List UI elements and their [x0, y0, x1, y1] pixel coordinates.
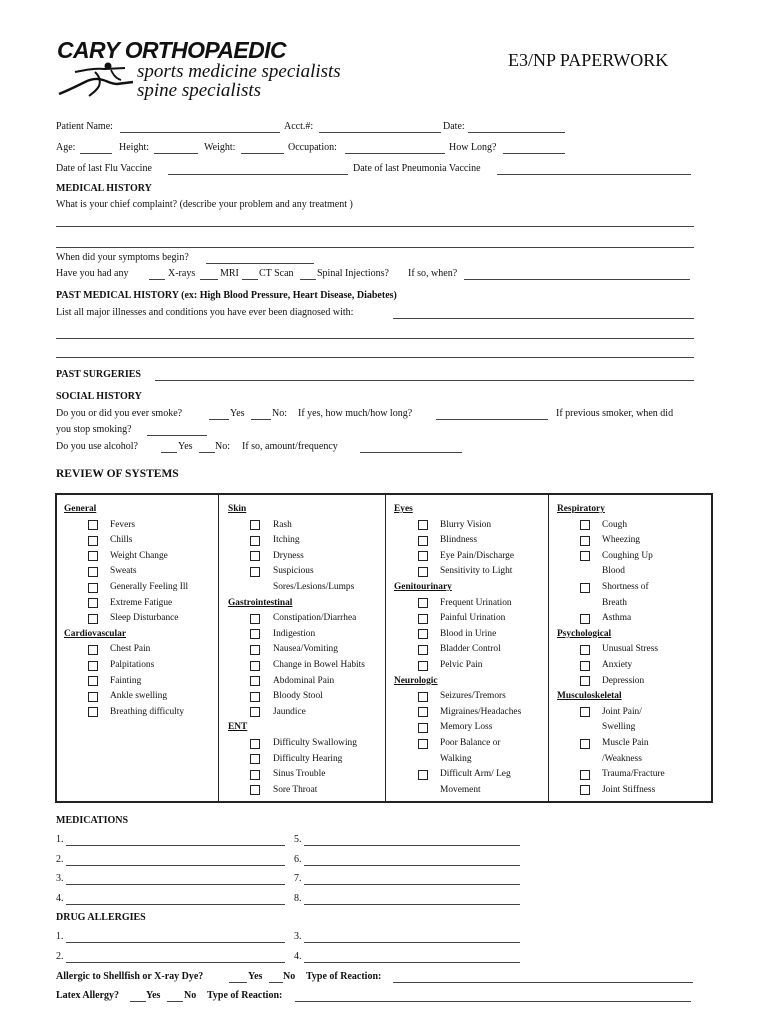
ros-gi-checkbox-2[interactable]: [250, 645, 260, 655]
chief-complaint-label: What is your chief complaint? (describe your problem and any treatment ): [56, 199, 353, 210]
latex-no-blank[interactable]: [167, 1001, 183, 1002]
ros-msk-label-0: Joint Pain/: [602, 706, 642, 717]
ros-skin-heading: Skin: [228, 504, 247, 514]
ros-neuro-label-6: Movement: [440, 784, 481, 795]
page-title: E3/NP PAPERWORK: [508, 50, 669, 70]
ros-gu-label-1: Painful Urination: [440, 613, 506, 624]
ros-resp-label-6: Asthma: [602, 613, 632, 624]
ros-ent-label-1: Difficulty Hearing: [273, 753, 343, 764]
ros-eyes-checkbox-0[interactable]: [418, 520, 428, 530]
medication-field-2[interactable]: [66, 865, 285, 866]
ros-skin-label-2: Dryness: [273, 550, 304, 561]
ros-resp-checkbox-1[interactable]: [580, 536, 590, 546]
ros-msk-checkbox-4[interactable]: [580, 770, 590, 780]
mri-blank[interactable]: [200, 279, 218, 280]
shellfish-no-label: No: [283, 971, 296, 982]
ros-gi-label-6: Jaundice: [273, 706, 306, 717]
ros-skin-checkbox-1[interactable]: [250, 536, 260, 546]
ros-msk-label-1: Swelling: [602, 722, 636, 733]
ros-skin-checkbox-2[interactable]: [250, 551, 260, 561]
ros-cardio-label-0: Chest Pain: [110, 644, 151, 655]
alcohol-yes-blank[interactable]: [161, 452, 177, 453]
if-so-when-field[interactable]: [464, 279, 690, 280]
how-long-label: How Long?: [449, 142, 497, 153]
ros-gu-checkbox-4[interactable]: [418, 661, 428, 671]
allergy-field-3[interactable]: [304, 942, 520, 943]
medication-number-6: 6.: [294, 853, 302, 865]
complaint-line-1[interactable]: [56, 226, 694, 227]
latex-reaction-label: Type of Reaction:: [207, 990, 283, 1001]
medication-field-3[interactable]: [66, 884, 285, 885]
ros-psych-label-2: Depression: [602, 675, 645, 686]
ros-eyes-checkbox-3[interactable]: [418, 567, 428, 577]
pneumonia-field[interactable]: [497, 174, 691, 175]
logo-subtitle-1: sports medicine specialists: [137, 61, 341, 82]
ros-eyes-checkbox-1[interactable]: [418, 536, 428, 546]
ros-gi-checkbox-5[interactable]: [250, 692, 260, 702]
had-any-label: Have you had any: [56, 268, 129, 279]
ros-gu-label-4: Pelvic Pain: [440, 660, 483, 670]
ros-gi-checkbox-0[interactable]: [250, 614, 260, 624]
ros-skin-checkbox-0[interactable]: [250, 520, 260, 530]
ros-eyes-label-1: Blindness: [440, 535, 477, 546]
medication-number-2: 2.: [56, 853, 64, 865]
date-label: Date:: [443, 121, 465, 132]
ros-gi-checkbox-3[interactable]: [250, 661, 260, 671]
ros-msk-label-4: Trauma/Fracture: [602, 769, 665, 780]
if-so-when-label: If so, when?: [408, 268, 458, 279]
ros-gu-heading: Genitourinary: [394, 582, 452, 592]
ros-eyes-heading: Eyes: [394, 504, 413, 514]
patient-name-label: Patient Name:: [56, 121, 113, 132]
ros-gi-heading: Gastrointestinal: [228, 597, 293, 608]
mri-label: MRI: [220, 268, 239, 279]
ros-eyes-label-2: Eye Pain/Discharge: [440, 550, 515, 561]
ros-cardio-checkbox-0[interactable]: [88, 645, 98, 655]
ros-resp-label-1: Wheezing: [602, 535, 640, 546]
ros-ent-checkbox-2[interactable]: [250, 770, 260, 780]
shellfish-reaction-label: Type of Reaction:: [306, 971, 382, 982]
latex-no-label: No: [184, 990, 197, 1001]
ros-heading: REVIEW OF SYSTEMS: [56, 468, 179, 480]
occupation-field[interactable]: [345, 153, 445, 154]
medication-number-7: 7.: [294, 873, 302, 884]
ros-msk-checkbox-5[interactable]: [580, 785, 590, 795]
ros-psych-heading: Psychological: [557, 628, 612, 639]
ros-general-checkbox-6[interactable]: [88, 614, 98, 624]
ros-ent-label-3: Sore Throat: [273, 784, 318, 795]
allergy-number-2: 2.: [56, 950, 64, 962]
ros-msk-label-3: /Weakness: [602, 753, 642, 764]
how-long-field[interactable]: [503, 153, 565, 154]
ros-resp-checkbox-6[interactable]: [580, 614, 590, 624]
medication-number-3: 3.: [56, 873, 64, 884]
ros-resp-label-4: Shortness of: [602, 582, 649, 592]
ros-psych-checkbox-0[interactable]: [580, 645, 590, 655]
ros-ent-label-2: Sinus Trouble: [273, 769, 326, 780]
shellfish-yes-label: Yes: [248, 971, 263, 982]
ros-cardio-checkbox-1[interactable]: [88, 661, 98, 671]
alcohol-no-blank[interactable]: [199, 452, 215, 453]
ros-skin-label-1: Itching: [273, 535, 300, 546]
ros-eyes-label-3: Sensitivity to Light: [440, 566, 513, 577]
latex-reaction-field[interactable]: [295, 1001, 691, 1002]
ros-gi-checkbox-6[interactable]: [250, 707, 260, 717]
ros-neuro-checkbox-5[interactable]: [418, 770, 428, 780]
past-medical-heading: PAST MEDICAL HISTORY (ex: High Blood Pressure, Heart Disease, Diabetes): [56, 290, 397, 301]
patient-name-field[interactable]: [120, 132, 280, 133]
symptoms-began-field[interactable]: [206, 263, 314, 264]
ros-resp-heading: Respiratory: [557, 504, 605, 514]
past-surgeries-heading: PAST SURGERIES: [56, 369, 141, 380]
ros-resp-checkbox-4[interactable]: [580, 583, 590, 593]
xrays-blank[interactable]: [149, 279, 165, 280]
how-much-label: If yes, how much/how long?: [298, 408, 413, 419]
ros-divider-1: [218, 495, 219, 801]
stop-smoking-field[interactable]: [147, 435, 207, 436]
ros-msk-checkbox-2[interactable]: [580, 739, 590, 749]
ros-cardio-label-4: Breathing difficulty: [110, 706, 185, 717]
medication-field-5[interactable]: [304, 845, 520, 846]
logo-subtitle-2: spine specialists: [137, 80, 262, 101]
ros-cardio-checkbox-3[interactable]: [88, 692, 98, 702]
shellfish-question: Allergic to Shellfish or X-ray Dye?: [56, 971, 204, 982]
medication-field-1[interactable]: [66, 845, 285, 846]
ros-neuro-label-1: Migraines/Headaches: [440, 706, 522, 717]
flu-label: Date of last Flu Vaccine: [56, 163, 152, 174]
ros-general-checkbox-2[interactable]: [88, 551, 98, 561]
smoke-yes-label: Yes: [230, 408, 245, 419]
ros-skin-label-3: Suspicious: [273, 566, 314, 577]
smoke-no-blank[interactable]: [251, 419, 271, 420]
ros-neuro-checkbox-3[interactable]: [418, 739, 428, 749]
acct-label: Acct.#:: [284, 121, 314, 132]
how-much-field[interactable]: [436, 419, 548, 420]
latex-yes-blank[interactable]: [130, 1001, 146, 1002]
ros-psych-checkbox-2[interactable]: [580, 676, 590, 686]
shellfish-reaction-field[interactable]: [393, 982, 693, 983]
ros-ent-checkbox-0[interactable]: [250, 739, 260, 749]
ros-neuro-label-4: Walking: [440, 753, 472, 764]
ros-ent-checkbox-3[interactable]: [250, 785, 260, 795]
ros-gu-checkbox-0[interactable]: [418, 598, 428, 608]
age-field[interactable]: [80, 153, 112, 154]
allergy-field-2[interactable]: [66, 962, 285, 963]
ros-msk-heading: Musculoskeletal: [557, 691, 622, 702]
stop-smoking-label: you stop smoking?: [56, 424, 132, 435]
alcohol-question: Do you use alcohol?: [56, 441, 138, 452]
ros-neuro-checkbox-0[interactable]: [418, 692, 428, 702]
height-field[interactable]: [154, 153, 198, 154]
ros-msk-checkbox-0[interactable]: [580, 707, 590, 717]
ros-general-label-3: Sweats: [110, 566, 137, 577]
complaint-line-2[interactable]: [56, 247, 694, 248]
ros-cardio-label-1: Palpitations: [110, 660, 155, 670]
medication-number-4: 4.: [56, 892, 64, 904]
medication-number-5: 5.: [294, 834, 302, 845]
ros-gi-checkbox-4[interactable]: [250, 676, 260, 686]
ros-general-checkbox-3[interactable]: [88, 567, 98, 577]
ros-resp-label-3: Blood: [602, 566, 625, 577]
ros-gi-checkbox-1[interactable]: [250, 629, 260, 639]
ros-divider-2: [385, 495, 386, 801]
ros-resp-checkbox-0[interactable]: [580, 520, 590, 530]
medication-field-8[interactable]: [304, 904, 520, 905]
age-label: Age:: [56, 142, 76, 153]
ros-gi-label-1: Indigestion: [273, 628, 316, 639]
alcohol-yes-label: Yes: [178, 441, 193, 452]
medication-number-8: 8.: [294, 892, 302, 904]
shellfish-no-blank[interactable]: [269, 982, 283, 983]
ros-cardio-label-2: Fainting: [110, 675, 142, 686]
ros-general-label-4: Generally Feeling Ill: [110, 582, 189, 592]
ros-general-heading: General: [64, 504, 97, 514]
logo-title: CARY ORTHOPAEDIC: [57, 37, 286, 63]
ros-neuro-label-2: Memory Loss: [440, 722, 493, 733]
weight-label: Weight:: [204, 142, 236, 153]
height-label: Height:: [119, 142, 149, 153]
ros-resp-label-0: Cough: [602, 519, 628, 530]
medical-history-heading: MEDICAL HISTORY: [56, 183, 152, 194]
pneumonia-label: Date of last Pneumonia Vaccine: [353, 163, 481, 174]
surgeries-field[interactable]: [155, 380, 694, 381]
weight-field[interactable]: [241, 153, 284, 154]
ros-skin-label-0: Rash: [273, 519, 292, 530]
ros-neuro-checkbox-1[interactable]: [418, 707, 428, 717]
allergy-number-4: 4.: [294, 950, 302, 962]
illness-list-label: List all major illnesses and conditions you have ever been diagnosed with:: [56, 307, 354, 318]
illness-line-2[interactable]: [56, 357, 694, 358]
ros-neuro-label-3: Poor Balance or: [440, 738, 501, 748]
ros-general-label-2: Weight Change: [110, 550, 168, 561]
ros-msk-label-5: Joint Stiffness: [602, 784, 656, 795]
ros-eyes-label-0: Blurry Vision: [440, 519, 492, 530]
spinal-label: Spinal Injections?: [317, 268, 389, 279]
date-field[interactable]: [468, 132, 565, 133]
ros-general-checkbox-4[interactable]: [88, 583, 98, 593]
ros-skin-label-4: Sores/Lesions/Lumps: [273, 582, 355, 592]
ros-ent-label-0: Difficulty Swallowing: [273, 738, 357, 748]
ros-neuro-heading: Neurologic: [394, 675, 438, 686]
ros-neuro-label-5: Difficult Arm/ Leg: [440, 769, 511, 780]
smoke-no-label: No:: [272, 408, 287, 419]
allergy-field-4[interactable]: [304, 962, 520, 963]
latex-yes-label: Yes: [146, 990, 161, 1001]
drug-allergies-heading: DRUG ALLERGIES: [56, 912, 146, 923]
ros-resp-label-5: Breath: [602, 597, 627, 608]
ros-skin-checkbox-3[interactable]: [250, 567, 260, 577]
alcohol-amount-label: If so, amount/frequency: [242, 441, 338, 452]
ros-general-checkbox-0[interactable]: [88, 520, 98, 530]
ros-cardio-checkbox-2[interactable]: [88, 676, 98, 686]
xrays-label: X-rays: [168, 268, 196, 279]
ros-gu-label-3: Bladder Control: [440, 644, 501, 655]
ct-label: CT Scan: [259, 268, 294, 279]
ros-general-label-5: Extreme Fatigue: [110, 597, 173, 608]
ros-gi-label-0: Constipation/Diarrhea: [273, 613, 357, 624]
prev-smoker-label: If previous smoker, when did: [556, 408, 674, 419]
ct-blank[interactable]: [242, 279, 258, 280]
alcohol-no-label: No:: [215, 441, 230, 452]
ros-resp-label-2: Coughing Up: [602, 550, 653, 561]
illness-line-0[interactable]: [393, 318, 694, 319]
ros-neuro-label-0: Seizures/Tremors: [440, 691, 506, 702]
ros-cardio-heading: Cardiovascular: [64, 628, 126, 639]
medication-field-6[interactable]: [304, 865, 520, 866]
flu-field[interactable]: [168, 174, 348, 175]
ros-msk-label-2: Muscle Pain: [602, 738, 649, 748]
shellfish-yes-blank[interactable]: [229, 982, 247, 983]
ros-ent-checkbox-1[interactable]: [250, 754, 260, 764]
alcohol-amount-field[interactable]: [360, 452, 462, 453]
ros-resp-checkbox-2[interactable]: [580, 551, 590, 561]
ros-neuro-checkbox-2[interactable]: [418, 723, 428, 733]
ros-gi-label-4: Abdominal Pain: [273, 675, 335, 686]
ros-general-checkbox-1[interactable]: [88, 536, 98, 546]
ros-cardio-label-3: Ankle swelling: [110, 691, 168, 702]
ros-gi-label-3: Change in Bowel Habits: [273, 660, 365, 670]
ros-general-label-1: Chills: [110, 535, 133, 546]
ros-cardio-checkbox-4[interactable]: [88, 707, 98, 717]
ros-gu-checkbox-2[interactable]: [418, 629, 428, 639]
ros-eyes-checkbox-2[interactable]: [418, 551, 428, 561]
occupation-label: Occupation:: [288, 142, 337, 153]
symptoms-began-label: When did your symptoms begin?: [56, 252, 189, 263]
ros-general-label-6: Sleep Disturbance: [110, 613, 179, 624]
smoke-yes-blank[interactable]: [209, 419, 229, 420]
allergy-number-1: 1.: [56, 931, 64, 942]
acct-field[interactable]: [319, 132, 441, 133]
medication-field-4[interactable]: [66, 904, 285, 905]
medications-heading: MEDICATIONS: [56, 815, 129, 826]
ros-gu-checkbox-1[interactable]: [418, 614, 428, 624]
ros-divider-3: [548, 495, 549, 801]
medication-field-7[interactable]: [304, 884, 520, 885]
ros-ent-heading: ENT: [228, 722, 248, 733]
allergy-field-1[interactable]: [66, 942, 285, 943]
latex-question: Latex Allergy?: [56, 990, 120, 1001]
illness-line-1[interactable]: [56, 338, 694, 339]
ros-gi-label-5: Bloody Stool: [273, 691, 323, 702]
runner-icon: [55, 60, 137, 100]
ros-gu-checkbox-3[interactable]: [418, 645, 428, 655]
smoke-question: Do you or did you ever smoke?: [56, 408, 183, 419]
ros-psych-label-1: Anxiety: [602, 660, 633, 670]
ros-general-checkbox-5[interactable]: [88, 598, 98, 608]
ros-gi-label-2: Nausea/Vomiting: [273, 644, 338, 655]
ros-general-label-0: Fevers: [110, 519, 135, 530]
ros-gu-label-0: Frequent Urination: [440, 597, 512, 608]
ros-psych-checkbox-1[interactable]: [580, 661, 590, 671]
allergy-number-3: 3.: [294, 931, 302, 942]
ros-psych-label-0: Unusual Stress: [602, 644, 658, 655]
social-history-heading: SOCIAL HISTORY: [56, 391, 142, 402]
ros-gu-label-2: Blood in Urine: [440, 628, 497, 639]
medication-number-1: 1.: [56, 834, 64, 845]
spinal-blank[interactable]: [300, 279, 316, 280]
